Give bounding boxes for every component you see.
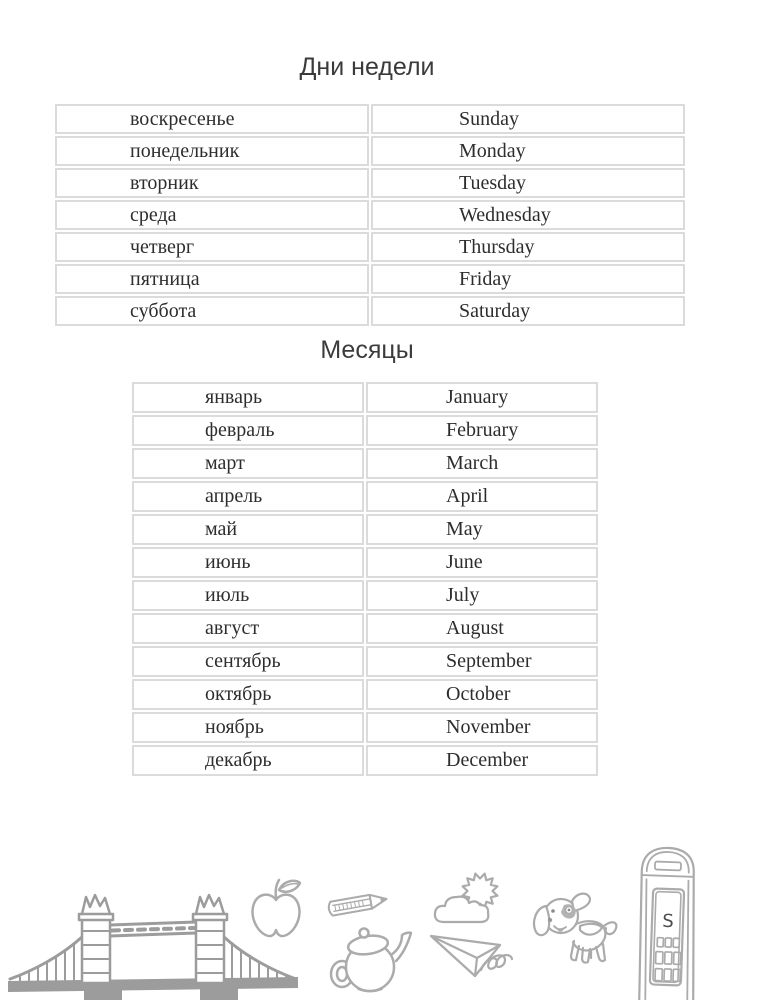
word-pair-row	[55, 136, 685, 166]
russian-word-cell: март	[132, 448, 364, 479]
russian-word-cell: август	[132, 613, 364, 644]
russian-word-cell: февраль	[132, 415, 364, 446]
russian-word-cell: среда	[55, 200, 369, 230]
english-word-cell: April	[366, 481, 598, 512]
english-word-cell: Wednesday	[371, 200, 685, 230]
teapot-doodle	[328, 917, 413, 997]
days-table-body	[55, 104, 685, 326]
puppy-doodle	[528, 886, 628, 970]
word-pair-row	[132, 481, 598, 512]
phone-box-sign-letter: S	[661, 910, 675, 933]
months-table-body	[132, 382, 598, 776]
word-pair-row	[132, 415, 598, 446]
word-pair-row	[132, 745, 598, 776]
months-section-title: Месяцы	[320, 336, 414, 364]
english-word-cell: September	[366, 646, 598, 677]
paper-plane-doodle	[425, 928, 537, 983]
word-pair-row	[55, 264, 685, 294]
russian-word-cell: воскресенье	[55, 104, 369, 134]
english-word-cell: Monday	[371, 136, 685, 166]
russian-word-cell: понедельник	[55, 136, 369, 166]
russian-word-cell: октябрь	[132, 679, 364, 710]
english-word-cell: January	[366, 382, 598, 413]
english-word-cell: July	[366, 580, 598, 611]
russian-word-cell: май	[132, 514, 364, 545]
sun-and-cloud-doodle	[430, 872, 508, 930]
english-word-cell: November	[366, 712, 598, 743]
word-pair-row	[132, 712, 598, 743]
word-pair-row	[55, 296, 685, 326]
english-word-cell: Tuesday	[371, 168, 685, 198]
word-pair-row	[55, 104, 685, 134]
russian-word-cell: июнь	[132, 547, 364, 578]
russian-word-cell: суббота	[55, 296, 369, 326]
english-word-cell: December	[366, 745, 598, 776]
days-table	[53, 102, 687, 328]
russian-word-cell: ноябрь	[132, 712, 364, 743]
english-word-cell: Thursday	[371, 232, 685, 262]
russian-word-cell: январь	[132, 382, 364, 413]
russian-word-cell: июль	[132, 580, 364, 611]
uk-phone-box-doodle	[628, 842, 708, 1000]
word-pair-row	[132, 679, 598, 710]
english-word-cell: June	[366, 547, 598, 578]
word-pair-row	[55, 168, 685, 198]
english-word-cell: Sunday	[371, 104, 685, 134]
russian-word-cell: сентябрь	[132, 646, 364, 677]
english-word-cell: February	[366, 415, 598, 446]
english-word-cell: Saturday	[371, 296, 685, 326]
word-pair-row	[55, 232, 685, 262]
word-pair-row	[132, 613, 598, 644]
word-pair-row	[132, 448, 598, 479]
days-section-title: Дни недели	[299, 53, 435, 81]
months-table	[130, 380, 600, 778]
russian-word-cell: апрель	[132, 481, 364, 512]
english-word-cell: March	[366, 448, 598, 479]
english-word-cell: October	[366, 679, 598, 710]
word-pair-row	[132, 580, 598, 611]
word-pair-row	[55, 200, 685, 230]
word-pair-row	[132, 514, 598, 545]
word-pair-row	[132, 547, 598, 578]
russian-word-cell: вторник	[55, 168, 369, 198]
english-word-cell: August	[366, 613, 598, 644]
apple-doodle	[248, 877, 304, 943]
russian-word-cell: пятница	[55, 264, 369, 294]
english-word-cell: Friday	[371, 264, 685, 294]
russian-word-cell: четверг	[55, 232, 369, 262]
word-pair-row	[132, 646, 598, 677]
russian-word-cell: декабрь	[132, 745, 364, 776]
english-word-cell: May	[366, 514, 598, 545]
word-pair-row	[132, 382, 598, 413]
